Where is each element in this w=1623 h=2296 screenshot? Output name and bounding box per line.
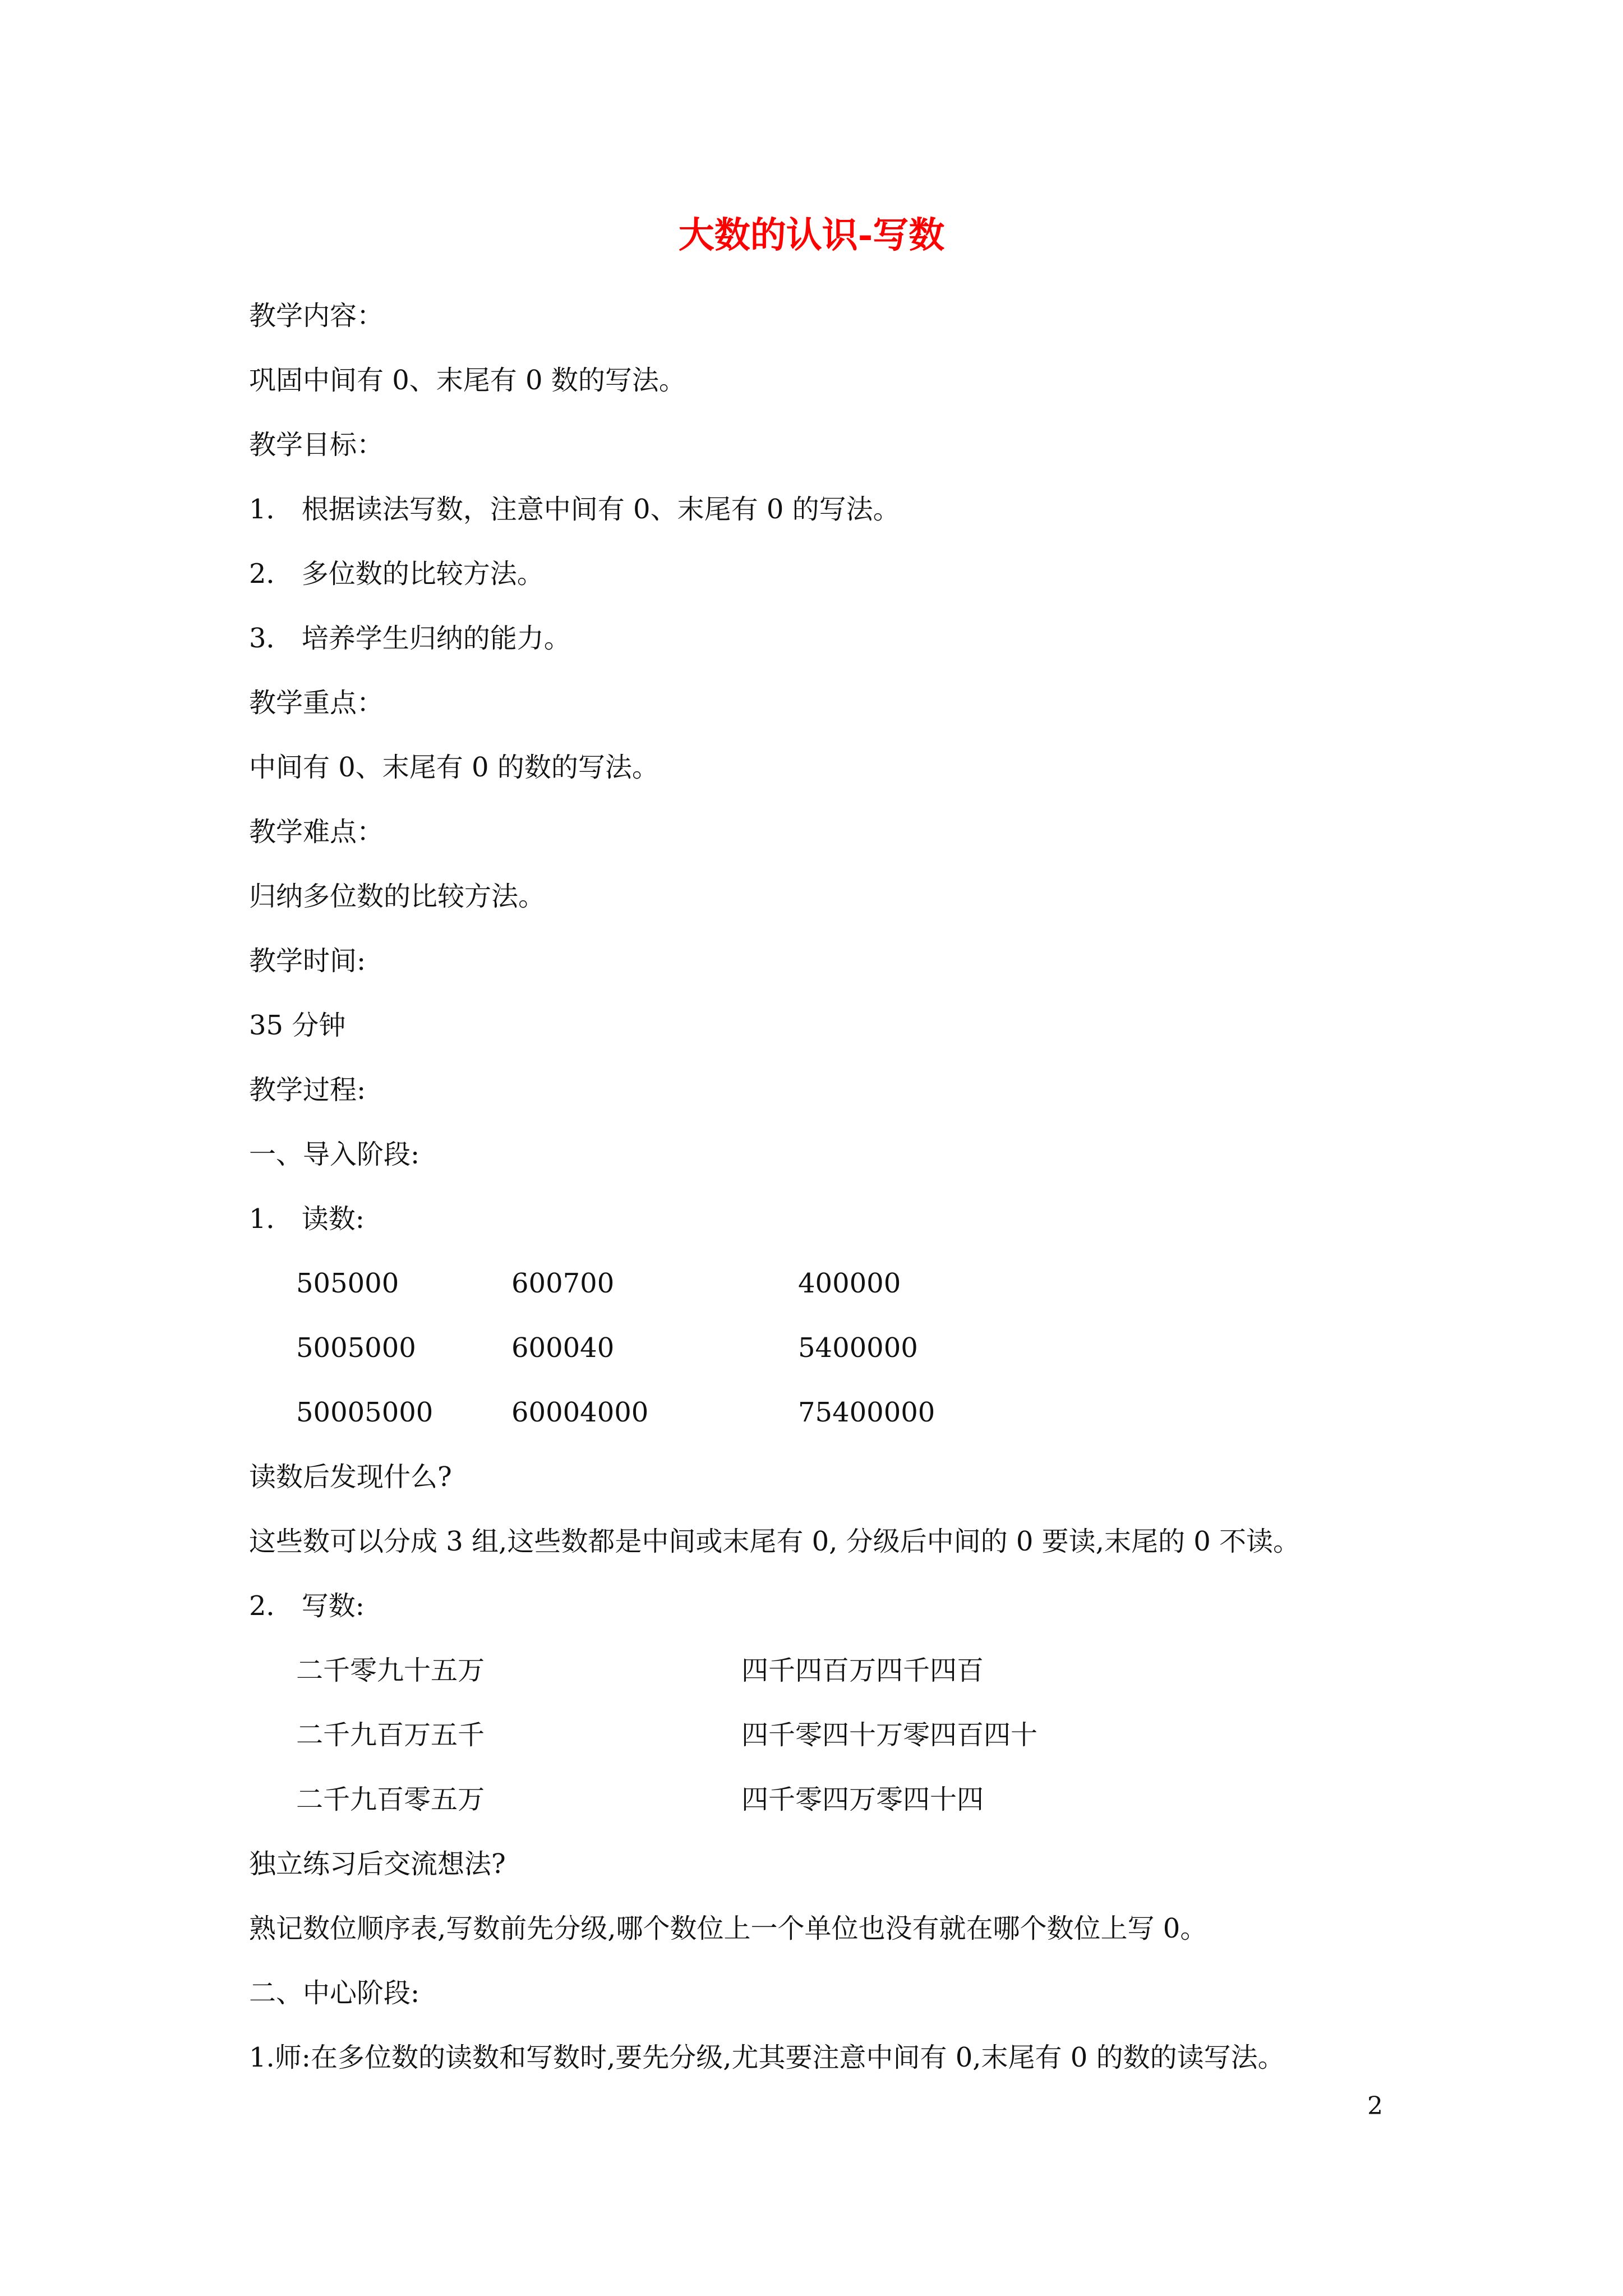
step-heading-read: 1． 读数: <box>249 1203 365 1235</box>
write-question: 独立练习后交流想法? <box>249 1848 506 1880</box>
stage-heading-center: 二、中心阶段: <box>249 1977 420 2009</box>
goal-item-2: 2． 多位数的比较方法。 <box>249 558 544 590</box>
read-number: 400000 <box>798 1268 901 1299</box>
page-number: 2 <box>1367 2092 1383 2120</box>
goal-item-1: 1． 根据读法写数，注意中间有 0、末尾有 0 的写法。 <box>249 494 900 525</box>
read-number: 60004000 <box>511 1397 649 1428</box>
read-number: 600040 <box>511 1332 615 1364</box>
read-answer: 这些数可以分成 3 组,这些数都是中间或末尾有 0, 分级后中间的 0 要读,末尾的 0 不读。 <box>249 1526 1300 1557</box>
section-heading-content: 教学内容： <box>249 300 384 332</box>
write-number: 四千四百万四千四百 <box>741 1655 984 1686</box>
key-points-text: 中间有 0、末尾有 0 的数的写法。 <box>249 752 659 783</box>
read-number: 75400000 <box>798 1397 935 1428</box>
read-number: 505000 <box>296 1268 399 1299</box>
difficulty-text: 归纳多位数的比较方法。 <box>249 881 546 912</box>
time-text: 35 分钟 <box>249 1010 346 1041</box>
read-number: 5005000 <box>296 1332 416 1364</box>
document-title: 大数的认识-写数 <box>678 214 945 256</box>
content-text: 巩固中间有 0、末尾有 0 数的写法。 <box>249 365 686 396</box>
read-question: 读数后发现什么? <box>249 1461 452 1493</box>
section-heading-process: 教学过程: <box>249 1074 366 1106</box>
section-heading-goals: 教学目标： <box>249 429 384 461</box>
write-number: 二千九百零五万 <box>296 1784 485 1815</box>
section-heading-difficulty: 教学难点： <box>249 816 384 848</box>
stage-heading-intro: 一、导入阶段: <box>249 1139 420 1170</box>
goal-item-3: 3． 培养学生归纳的能力。 <box>249 623 571 654</box>
teacher-note: 1.师:在多位数的读数和写数时,要先分级,尤其要注意中间有 0,末尾有 0 的数的读写法。 <box>249 2042 1285 2073</box>
write-number: 四千零四十万零四百四十 <box>741 1719 1038 1751</box>
read-number: 600700 <box>511 1268 615 1299</box>
section-heading-time: 教学时间: <box>249 945 366 977</box>
write-answer: 熟记数位顺序表,写数前先分级,哪个数位上一个单位也没有就在哪个数位上写 0。 <box>249 1913 1207 1944</box>
section-heading-key-points: 教学重点： <box>249 687 384 719</box>
write-number: 二千零九十五万 <box>296 1655 485 1686</box>
write-number: 四千零四万零四十四 <box>741 1784 984 1815</box>
step-heading-write: 2． 写数: <box>249 1590 365 1622</box>
read-number: 50005000 <box>296 1397 434 1428</box>
write-number: 二千九百万五千 <box>296 1719 485 1751</box>
read-number: 5400000 <box>798 1332 918 1364</box>
